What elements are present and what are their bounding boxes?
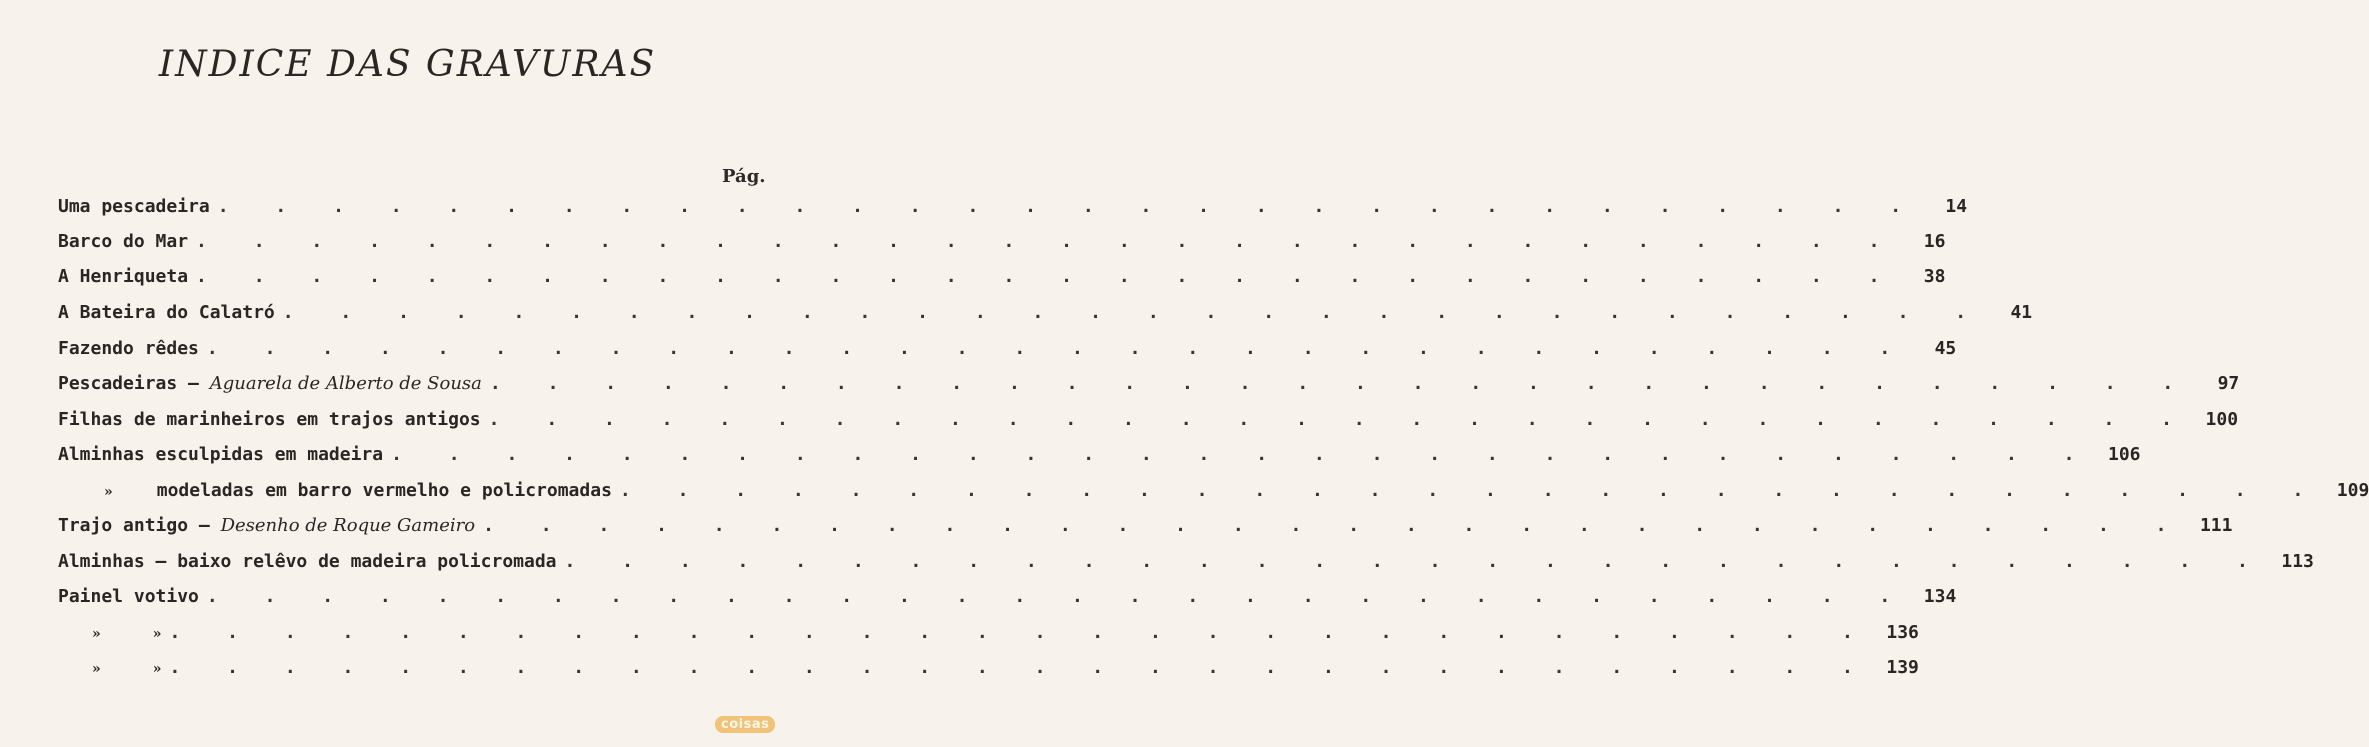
- ditto-mark: »: [152, 661, 162, 677]
- entry-title: Fazendo rêdes: [58, 338, 199, 359]
- index-entry: [58, 338, 1957, 370]
- dot-leader: . . . . . . . . . . . . . . . . . . . . . . . . . . . . . .: [217, 196, 1920, 217]
- dot-leader: . . . . . . . . . . . . . . . . . . . . . . . . . . . . . .: [169, 657, 1871, 678]
- entry-credit: Desenho de Roque Gameiro: [220, 515, 476, 536]
- page-title: INDICE DAS GRAVURAS: [158, 44, 657, 85]
- entry-title: Alminhas — baixo relêvo de madeira policromada: [58, 551, 557, 572]
- dot-leader: . . . . . . . . . . . . . . . . . . . . . . . . . . . . . .: [196, 266, 1898, 287]
- dot-leader: . . . . . . . . . . . . . . . . . . . . . . . . . . . . . .: [391, 444, 2093, 465]
- dot-leader: . . . . . . . . . . . . . . . . . . . . . . . . . . . . . .: [282, 302, 1985, 323]
- index-entry: [58, 586, 1957, 618]
- dot-leader: . . . . . . . . . . . . . . . . . . . . . . . . . . . . . .: [489, 373, 2192, 394]
- entry-page-number: 97: [2217, 373, 2240, 394]
- index-entry: [58, 409, 2239, 441]
- watermark-logo: coisas: [715, 716, 775, 733]
- dot-leader: . . . . . . . . . . . . . . . . . . . . . . . . . . . . . .: [169, 622, 1871, 643]
- entry-page-number: 14: [1945, 196, 1968, 217]
- entry-title: Alminhas esculpidas em madeira: [58, 444, 384, 465]
- entry-page-number: 136: [1886, 622, 1919, 643]
- index-entry: [58, 444, 2141, 476]
- ditto-mark: »: [152, 626, 162, 642]
- index-entry: [58, 196, 1968, 228]
- index-entry: [58, 231, 1946, 263]
- dot-leader: . . . . . . . . . . . . . . . . . . . . . . . . . . . . . .: [206, 586, 1909, 607]
- entry-title: Barco do Mar: [58, 231, 189, 252]
- entry-credit: Aguarela de Alberto de Sousa: [209, 373, 482, 394]
- entry-page-number: 113: [2281, 551, 2314, 572]
- dot-leader: . . . . . . . . . . . . . . . . . . . . . . . . . . . . . .: [619, 480, 2322, 501]
- index-entry: [58, 551, 2314, 583]
- dot-leader: . . . . . . . . . . . . . . . . . . . . . . . . . . . . . .: [483, 515, 2185, 536]
- entry-title: Painel votivo: [58, 586, 199, 607]
- entry-title: [58, 622, 162, 643]
- entry-title: Pescadeiras — Aguarela de Alberto de Sousa: [58, 373, 482, 394]
- entry-page-number: 38: [1923, 266, 1946, 287]
- dot-leader: . . . . . . . . . . . . . . . . . . . . . . . . . . . . . .: [564, 551, 2266, 572]
- index-entry: [58, 657, 1919, 689]
- index-entry: [58, 373, 2240, 405]
- index-entry: [58, 480, 2369, 512]
- ditto-mark: »: [104, 484, 113, 500]
- dot-leader: . . . . . . . . . . . . . . . . . . . . . . . . . . . . . .: [206, 338, 1909, 359]
- entry-title: A Bateira do Calatró: [58, 302, 275, 323]
- entry-page-number: 41: [2010, 302, 2033, 323]
- entry-title: Filhas de marinheiros em trajos antigos: [58, 409, 481, 430]
- index-entry: [58, 515, 2233, 547]
- dot-leader: . . . . . . . . . . . . . . . . . . . . . . . . . . . . . .: [488, 409, 2191, 430]
- entry-page-number: 109: [2336, 480, 2369, 501]
- ditto-mark: »: [92, 661, 101, 677]
- entry-title: Uma pescadeira: [58, 196, 210, 217]
- entry-page-number: 100: [2205, 409, 2239, 430]
- entry-title: Trajo antigo — Desenho de Roque Gameiro: [58, 515, 476, 536]
- entry-title: » modeladas em barro vermelho e policromadas: [104, 480, 612, 501]
- entry-title: [58, 657, 162, 678]
- entry-title: A Henriqueta: [58, 266, 189, 287]
- index-entry: [58, 622, 1919, 654]
- entry-page-number: 45: [1934, 338, 1957, 359]
- ditto-mark: »: [92, 626, 101, 642]
- index-entry: [58, 266, 1946, 298]
- entry-page-number: 111: [2199, 515, 2233, 536]
- page-column-header: Pág.: [722, 166, 766, 187]
- entry-page-number: 134: [1923, 586, 1957, 607]
- entry-page-number: 16: [1923, 231, 1946, 252]
- entry-page-number: 139: [1886, 657, 1919, 678]
- dot-leader: . . . . . . . . . . . . . . . . . . . . . . . . . . . . . .: [196, 231, 1898, 252]
- entry-page-number: 106: [2107, 444, 2141, 465]
- index-entry: [58, 302, 2033, 334]
